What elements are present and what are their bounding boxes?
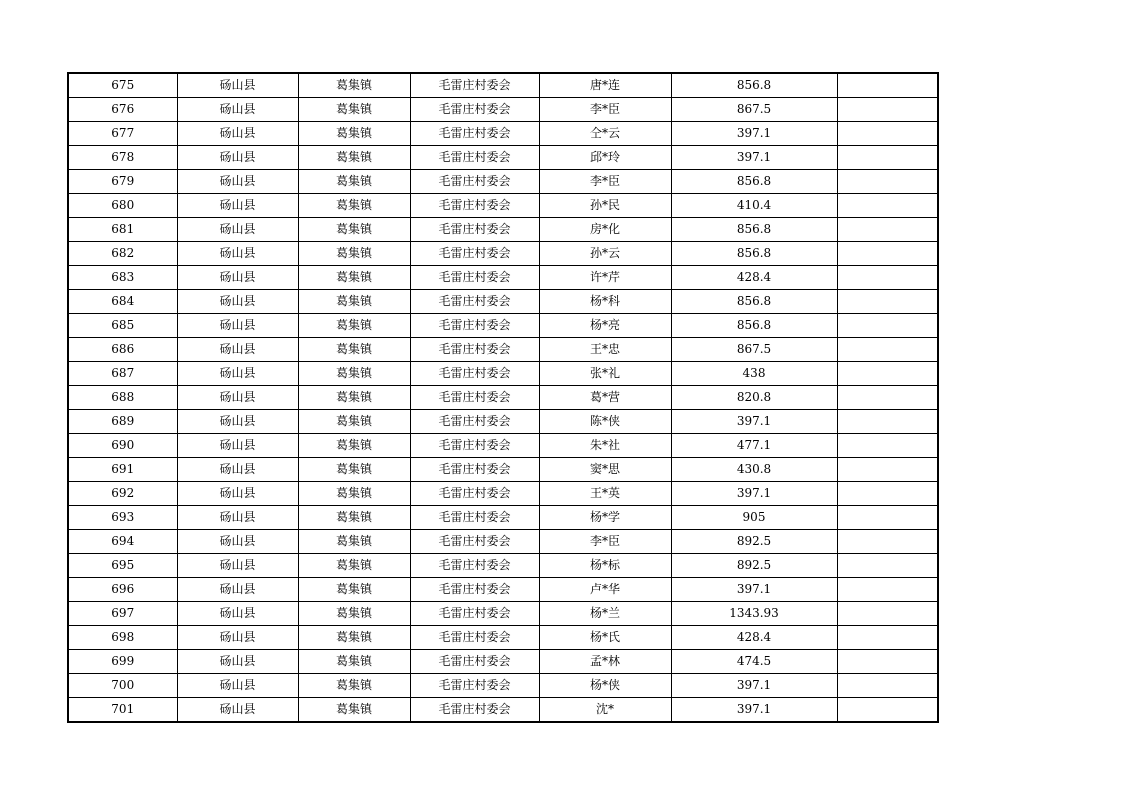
note-cell (837, 434, 938, 458)
town-cell: 葛集镇 (298, 434, 410, 458)
amount-cell: 867.5 (671, 98, 837, 122)
row-number-cell: 690 (68, 434, 177, 458)
table-row (68, 386, 938, 410)
amount-cell: 892.5 (671, 554, 837, 578)
county-cell: 砀山县 (177, 73, 298, 98)
recipient-name-cell: 卢*华 (539, 578, 671, 602)
county-cell: 砀山县 (177, 650, 298, 674)
row-number-cell: 692 (68, 482, 177, 506)
town-cell: 葛集镇 (298, 218, 410, 242)
table-row (68, 362, 938, 386)
village-committee-cell: 毛雷庄村委会 (410, 194, 539, 218)
row-number-cell: 680 (68, 194, 177, 218)
recipient-name-cell: 许*芹 (539, 266, 671, 290)
village-committee-cell: 毛雷庄村委会 (410, 554, 539, 578)
row-number-cell: 701 (68, 698, 177, 723)
note-cell (837, 122, 938, 146)
town-cell: 葛集镇 (298, 650, 410, 674)
village-committee-cell: 毛雷庄村委会 (410, 386, 539, 410)
amount-cell: 856.8 (671, 290, 837, 314)
county-cell: 砀山县 (177, 578, 298, 602)
recipient-name-cell: 朱*社 (539, 434, 671, 458)
recipient-name-cell: 孙*民 (539, 194, 671, 218)
table-row (68, 98, 938, 122)
town-cell: 葛集镇 (298, 146, 410, 170)
village-committee-cell: 毛雷庄村委会 (410, 242, 539, 266)
row-number-cell: 700 (68, 674, 177, 698)
county-cell: 砀山县 (177, 530, 298, 554)
amount-cell: 397.1 (671, 698, 837, 723)
row-number-cell: 681 (68, 218, 177, 242)
village-committee-cell: 毛雷庄村委会 (410, 266, 539, 290)
recipient-name-cell: 杨*学 (539, 506, 671, 530)
town-cell: 葛集镇 (298, 194, 410, 218)
town-cell: 葛集镇 (298, 602, 410, 626)
amount-cell: 477.1 (671, 434, 837, 458)
note-cell (837, 506, 938, 530)
amount-cell: 856.8 (671, 170, 837, 194)
note-cell (837, 218, 938, 242)
row-number-cell: 691 (68, 458, 177, 482)
table-row (68, 410, 938, 434)
county-cell: 砀山县 (177, 386, 298, 410)
recipient-name-cell: 仝*云 (539, 122, 671, 146)
table-row (68, 122, 938, 146)
table-row (68, 578, 938, 602)
note-cell (837, 314, 938, 338)
village-committee-cell: 毛雷庄村委会 (410, 434, 539, 458)
town-cell: 葛集镇 (298, 578, 410, 602)
village-committee-cell: 毛雷庄村委会 (410, 602, 539, 626)
county-cell: 砀山县 (177, 362, 298, 386)
note-cell (837, 362, 938, 386)
note-cell (837, 482, 938, 506)
note-cell (837, 410, 938, 434)
table-row (68, 266, 938, 290)
table-row (68, 314, 938, 338)
table-row (68, 530, 938, 554)
village-committee-cell: 毛雷庄村委会 (410, 482, 539, 506)
table-row (68, 146, 938, 170)
town-cell: 葛集镇 (298, 98, 410, 122)
recipient-name-cell: 杨*科 (539, 290, 671, 314)
recipient-name-cell: 邱*玲 (539, 146, 671, 170)
county-cell: 砀山县 (177, 170, 298, 194)
town-cell: 葛集镇 (298, 482, 410, 506)
recipient-name-cell: 李*臣 (539, 530, 671, 554)
recipient-name-cell: 沈* (539, 698, 671, 723)
amount-cell: 397.1 (671, 146, 837, 170)
village-committee-cell: 毛雷庄村委会 (410, 170, 539, 194)
village-committee-cell: 毛雷庄村委会 (410, 578, 539, 602)
note-cell (837, 650, 938, 674)
note-cell (837, 602, 938, 626)
county-cell: 砀山县 (177, 314, 298, 338)
town-cell: 葛集镇 (298, 314, 410, 338)
table-row (68, 506, 938, 530)
row-number-cell: 675 (68, 73, 177, 98)
row-number-cell: 687 (68, 362, 177, 386)
village-committee-cell: 毛雷庄村委会 (410, 506, 539, 530)
village-committee-cell: 毛雷庄村委会 (410, 338, 539, 362)
table-row (68, 194, 938, 218)
note-cell (837, 290, 938, 314)
county-cell: 砀山县 (177, 290, 298, 314)
amount-cell: 397.1 (671, 674, 837, 698)
amount-cell: 410.4 (671, 194, 837, 218)
town-cell: 葛集镇 (298, 674, 410, 698)
note-cell (837, 626, 938, 650)
row-number-cell: 698 (68, 626, 177, 650)
amount-cell: 397.1 (671, 410, 837, 434)
note-cell (837, 674, 938, 698)
town-cell: 葛集镇 (298, 386, 410, 410)
table-row (68, 290, 938, 314)
county-cell: 砀山县 (177, 266, 298, 290)
county-cell: 砀山县 (177, 674, 298, 698)
note-cell (837, 73, 938, 98)
row-number-cell: 685 (68, 314, 177, 338)
row-number-cell: 689 (68, 410, 177, 434)
table-row (68, 338, 938, 362)
county-cell: 砀山县 (177, 626, 298, 650)
amount-cell: 856.8 (671, 242, 837, 266)
town-cell: 葛集镇 (298, 530, 410, 554)
county-cell: 砀山县 (177, 602, 298, 626)
row-number-cell: 695 (68, 554, 177, 578)
table-body (68, 73, 938, 722)
village-committee-cell: 毛雷庄村委会 (410, 674, 539, 698)
table-row (68, 218, 938, 242)
village-committee-cell: 毛雷庄村委会 (410, 650, 539, 674)
table-row (68, 458, 938, 482)
amount-cell: 397.1 (671, 482, 837, 506)
payment-table (67, 72, 939, 723)
row-number-cell: 699 (68, 650, 177, 674)
row-number-cell: 684 (68, 290, 177, 314)
village-committee-cell: 毛雷庄村委会 (410, 73, 539, 98)
row-number-cell: 688 (68, 386, 177, 410)
recipient-name-cell: 杨*氏 (539, 626, 671, 650)
county-cell: 砀山县 (177, 146, 298, 170)
amount-cell: 892.5 (671, 530, 837, 554)
town-cell: 葛集镇 (298, 626, 410, 650)
row-number-cell: 678 (68, 146, 177, 170)
village-committee-cell: 毛雷庄村委会 (410, 146, 539, 170)
note-cell (837, 266, 938, 290)
village-committee-cell: 毛雷庄村委会 (410, 218, 539, 242)
note-cell (837, 578, 938, 602)
table-row (68, 554, 938, 578)
row-number-cell: 693 (68, 506, 177, 530)
county-cell: 砀山县 (177, 506, 298, 530)
row-number-cell: 682 (68, 242, 177, 266)
village-committee-cell: 毛雷庄村委会 (410, 698, 539, 723)
amount-cell: 428.4 (671, 266, 837, 290)
town-cell: 葛集镇 (298, 410, 410, 434)
recipient-name-cell: 杨*标 (539, 554, 671, 578)
village-committee-cell: 毛雷庄村委会 (410, 314, 539, 338)
county-cell: 砀山县 (177, 194, 298, 218)
note-cell (837, 242, 938, 266)
amount-cell: 438 (671, 362, 837, 386)
county-cell: 砀山县 (177, 698, 298, 723)
village-committee-cell: 毛雷庄村委会 (410, 362, 539, 386)
table-row (68, 73, 938, 98)
note-cell (837, 338, 938, 362)
town-cell: 葛集镇 (298, 458, 410, 482)
village-committee-cell: 毛雷庄村委会 (410, 98, 539, 122)
recipient-name-cell: 杨*侠 (539, 674, 671, 698)
recipient-name-cell: 窦*思 (539, 458, 671, 482)
town-cell: 葛集镇 (298, 266, 410, 290)
recipient-name-cell: 李*臣 (539, 98, 671, 122)
amount-cell: 905 (671, 506, 837, 530)
county-cell: 砀山县 (177, 338, 298, 362)
amount-cell: 430.8 (671, 458, 837, 482)
amount-cell: 856.8 (671, 218, 837, 242)
note-cell (837, 98, 938, 122)
amount-cell: 428.4 (671, 626, 837, 650)
village-committee-cell: 毛雷庄村委会 (410, 530, 539, 554)
note-cell (837, 458, 938, 482)
county-cell: 砀山县 (177, 218, 298, 242)
county-cell: 砀山县 (177, 122, 298, 146)
recipient-name-cell: 孙*云 (539, 242, 671, 266)
recipient-name-cell: 唐*连 (539, 73, 671, 98)
amount-cell: 856.8 (671, 73, 837, 98)
amount-cell: 1343.93 (671, 602, 837, 626)
amount-cell: 474.5 (671, 650, 837, 674)
row-number-cell: 679 (68, 170, 177, 194)
county-cell: 砀山县 (177, 242, 298, 266)
recipient-name-cell: 杨*亮 (539, 314, 671, 338)
recipient-name-cell: 陈*侠 (539, 410, 671, 434)
village-committee-cell: 毛雷庄村委会 (410, 458, 539, 482)
county-cell: 砀山县 (177, 482, 298, 506)
county-cell: 砀山县 (177, 410, 298, 434)
recipient-name-cell: 房*化 (539, 218, 671, 242)
town-cell: 葛集镇 (298, 698, 410, 723)
recipient-name-cell: 葛*营 (539, 386, 671, 410)
town-cell: 葛集镇 (298, 506, 410, 530)
table-row (68, 602, 938, 626)
town-cell: 葛集镇 (298, 290, 410, 314)
town-cell: 葛集镇 (298, 73, 410, 98)
row-number-cell: 677 (68, 122, 177, 146)
note-cell (837, 386, 938, 410)
recipient-name-cell: 张*礼 (539, 362, 671, 386)
table-row (68, 482, 938, 506)
recipient-name-cell: 杨*兰 (539, 602, 671, 626)
village-committee-cell: 毛雷庄村委会 (410, 122, 539, 146)
amount-cell: 856.8 (671, 314, 837, 338)
amount-cell: 867.5 (671, 338, 837, 362)
county-cell: 砀山县 (177, 458, 298, 482)
row-number-cell: 683 (68, 266, 177, 290)
row-number-cell: 676 (68, 98, 177, 122)
row-number-cell: 696 (68, 578, 177, 602)
town-cell: 葛集镇 (298, 122, 410, 146)
county-cell: 砀山县 (177, 554, 298, 578)
table-row (68, 674, 938, 698)
table-row (68, 698, 938, 723)
recipient-name-cell: 王*忠 (539, 338, 671, 362)
town-cell: 葛集镇 (298, 338, 410, 362)
recipient-name-cell: 王*英 (539, 482, 671, 506)
village-committee-cell: 毛雷庄村委会 (410, 290, 539, 314)
note-cell (837, 170, 938, 194)
county-cell: 砀山县 (177, 98, 298, 122)
town-cell: 葛集镇 (298, 170, 410, 194)
row-number-cell: 694 (68, 530, 177, 554)
note-cell (837, 146, 938, 170)
village-committee-cell: 毛雷庄村委会 (410, 410, 539, 434)
note-cell (837, 554, 938, 578)
recipient-name-cell: 孟*林 (539, 650, 671, 674)
town-cell: 葛集镇 (298, 362, 410, 386)
table-row (68, 434, 938, 458)
village-committee-cell: 毛雷庄村委会 (410, 626, 539, 650)
table-row (68, 626, 938, 650)
row-number-cell: 697 (68, 602, 177, 626)
note-cell (837, 530, 938, 554)
amount-cell: 820.8 (671, 386, 837, 410)
table-row (68, 170, 938, 194)
row-number-cell: 686 (68, 338, 177, 362)
note-cell (837, 194, 938, 218)
table-row (68, 242, 938, 266)
amount-cell: 397.1 (671, 578, 837, 602)
town-cell: 葛集镇 (298, 554, 410, 578)
amount-cell: 397.1 (671, 122, 837, 146)
table-row (68, 650, 938, 674)
county-cell: 砀山县 (177, 434, 298, 458)
town-cell: 葛集镇 (298, 242, 410, 266)
note-cell (837, 698, 938, 723)
recipient-name-cell: 李*臣 (539, 170, 671, 194)
